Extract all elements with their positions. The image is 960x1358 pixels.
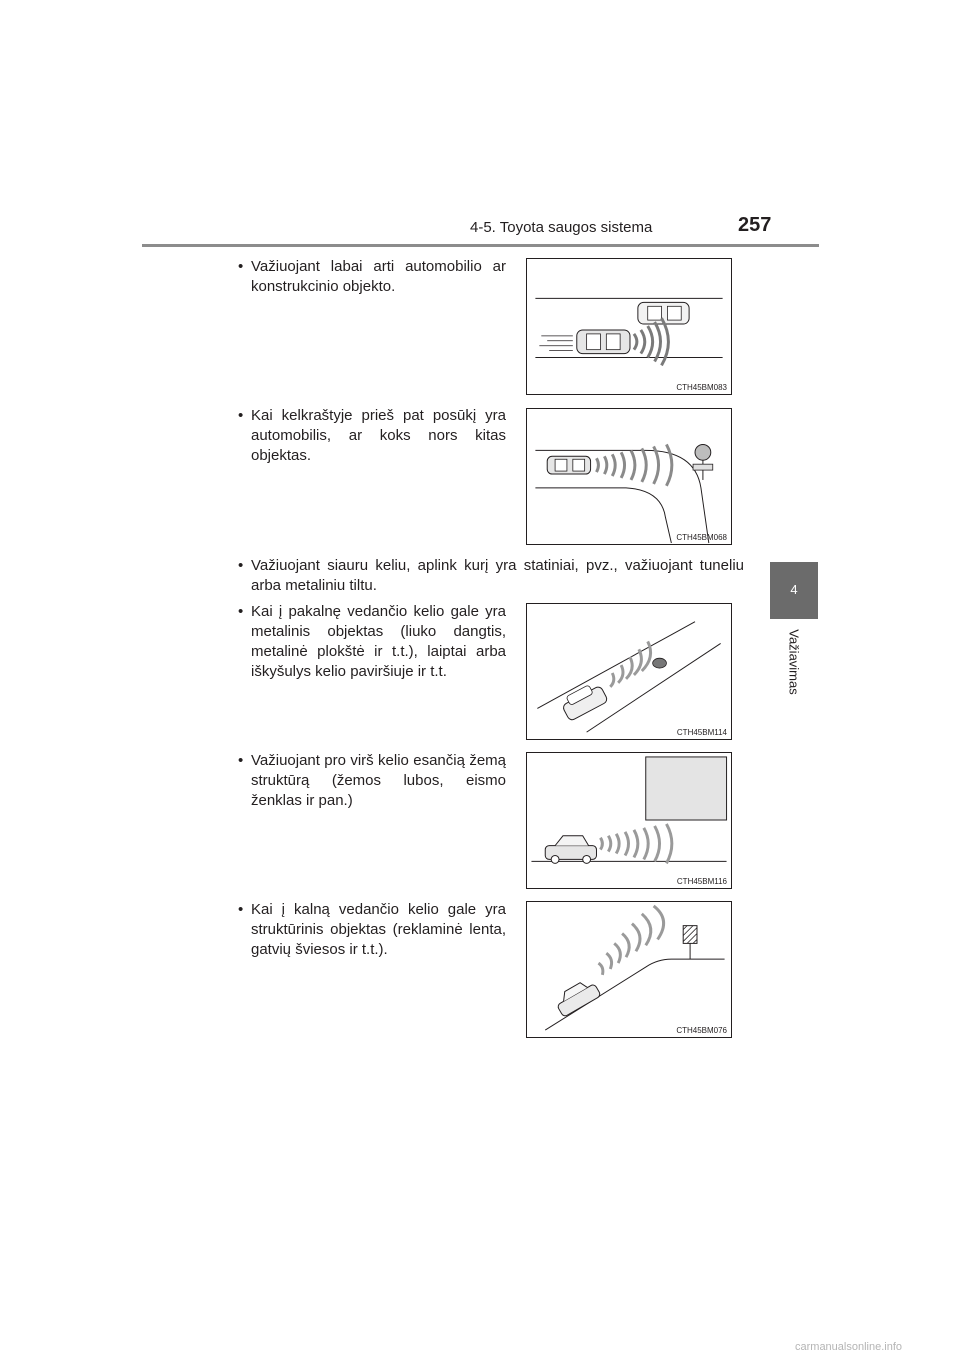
- figure-uphill-structure: [526, 901, 732, 1038]
- bullet-mark: •: [238, 557, 244, 574]
- chapter-tab[interactable]: [770, 562, 818, 619]
- figure-object-before-curve: [526, 408, 732, 545]
- figure-code: CTH45BM076: [676, 1026, 727, 1035]
- list-item: [238, 556, 744, 596]
- chapter-number: 4: [790, 582, 798, 597]
- figure-low-structure: [526, 752, 732, 889]
- list-item: [238, 900, 506, 960]
- item-text: Važiuojant pro virš kelio esančią žemą struktūrą (žemos lubos, eismo ženklas ir pan.): [251, 752, 506, 809]
- list-item: [238, 406, 506, 466]
- figure-illustration: [527, 604, 731, 739]
- bullet-mark: •: [238, 407, 244, 424]
- item-text: Važiuojant siauru keliu, aplink kurį yra statiniai, pvz., važiuojant tuneliu arba metaliniu tiltu.: [251, 557, 744, 594]
- list-item: [238, 602, 506, 682]
- figure-code: CTH45BM083: [676, 383, 727, 392]
- figure-downhill-object: [526, 603, 732, 740]
- figure-code: CTH45BM116: [676, 877, 727, 886]
- item-text: Kai į kalną vedančio kelio gale yra struktūrinis objektas (reklaminė lenta, gatvių šviesos ir t.t.).: [251, 901, 506, 958]
- figure-illustration: [527, 259, 731, 394]
- figure-illustration: [527, 753, 731, 888]
- figure-illustration: [527, 409, 731, 544]
- figure-code: CTH45BM068: [676, 533, 727, 542]
- footer-watermark[interactable]: carmanualsonline.info: [795, 1341, 903, 1353]
- figure-car-near-object: [526, 258, 732, 395]
- chapter-label: Važiavimas: [786, 629, 802, 695]
- page-number: 257: [738, 214, 772, 236]
- item-text: Kai kelkraštyje prieš pat posūkį yra automobilis, ar koks nors kitas objektas.: [251, 407, 506, 464]
- item-text: Kai į pakalnę vedančio kelio gale yra metalinis objektas (liuko dangtis, metalinė plokštė ir t.t.), laiptai arba iškyšulys kelio paviršiuje ir t.t.: [251, 603, 506, 680]
- list-item: [238, 257, 506, 297]
- item-text: Važiuojant labai arti automobilio ar konstrukcinio objekto.: [251, 258, 506, 295]
- header-rule: [142, 244, 819, 247]
- figure-illustration: [527, 902, 731, 1037]
- list-item: [238, 751, 506, 811]
- section-title: 4-5. Toyota saugos sistema: [470, 219, 653, 236]
- figure-code: CTH45BM114: [676, 728, 727, 737]
- bullet-mark: •: [238, 901, 244, 918]
- bullet-mark: •: [238, 603, 244, 620]
- bullet-mark: •: [238, 258, 244, 275]
- bullet-mark: •: [238, 752, 244, 769]
